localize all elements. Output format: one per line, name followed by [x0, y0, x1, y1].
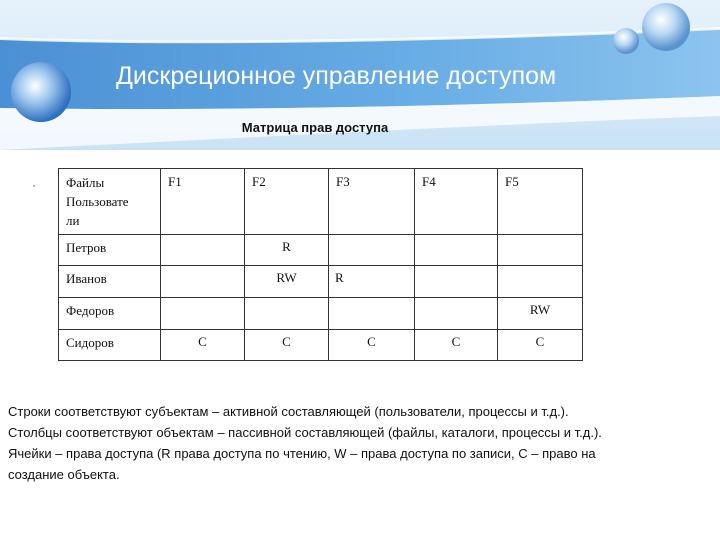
permission-value: RW: [529, 302, 551, 317]
description-line: создание объекта.: [8, 467, 120, 482]
permission-value: [161, 235, 244, 239]
permission-cell: [415, 298, 498, 330]
description-line: Строки соответствуют субъектам – активной составляющей (пользователи, процессы и т.д.).: [8, 404, 569, 419]
permission-value: [415, 298, 497, 302]
permission-cell: [161, 266, 245, 298]
sphere-large-icon: [11, 62, 71, 122]
permission-cell: [329, 298, 415, 330]
permission-value: [329, 235, 414, 239]
permission-cell: [498, 298, 583, 330]
permission-cell: [415, 235, 498, 266]
corner-label-line: ли: [66, 213, 80, 228]
permission-value: [498, 235, 582, 239]
permission-value: [415, 235, 497, 239]
column-header: F3: [329, 169, 415, 235]
matrix-subtitle: Матрица прав доступа: [241, 120, 389, 135]
table-row: [59, 298, 583, 330]
permission-cell: [245, 298, 329, 330]
description-line: Ячейки – права доступа (R права доступа по чтению, W – права доступа по записи, C – право на: [8, 446, 596, 461]
permission-cell: [329, 266, 415, 298]
permission-cell: [161, 235, 245, 266]
column-header: F4: [415, 169, 498, 235]
column-header: F2: [245, 169, 329, 235]
permission-cell: [415, 266, 498, 298]
user-cell: Иванов: [59, 266, 161, 298]
user-cell: Сидоров: [59, 330, 161, 361]
permission-value: R: [335, 270, 344, 285]
permission-value: [329, 298, 414, 302]
permission-value: [161, 266, 244, 270]
slide-title: Дискреционное управление доступом: [116, 62, 557, 90]
permission-value: RW: [276, 270, 297, 285]
user-cell: Петров: [59, 235, 161, 266]
column-header: F1: [161, 169, 245, 235]
bullet-mark: ·: [32, 178, 36, 192]
permission-value: R: [282, 239, 291, 254]
permission-cell: [329, 235, 415, 266]
table-row: [59, 266, 583, 298]
permission-cell: [498, 266, 583, 298]
permission-value: C: [198, 334, 207, 349]
table-header-row: [59, 169, 583, 235]
permission-value: C: [535, 334, 545, 349]
permission-cell: [245, 235, 329, 266]
table-row: [59, 235, 583, 266]
permission-cell: [329, 330, 415, 361]
permission-cell: [245, 266, 329, 298]
sphere-tiny-icon: [613, 28, 639, 54]
corner-label-line: Файлы: [66, 175, 105, 190]
permission-value: C: [367, 334, 376, 349]
access-matrix-table: [58, 168, 583, 361]
corner-header-cell: [59, 169, 161, 235]
description-line: Столбцы соответствуют объектам – пассивной составляющей (файлы, каталоги, процессы и т.д.).: [8, 425, 602, 440]
permission-cell: [498, 330, 583, 361]
permission-cell: [245, 330, 329, 361]
permission-value: [161, 298, 244, 302]
table-row: [59, 330, 583, 361]
permission-cell: [415, 330, 498, 361]
column-header: F5: [498, 169, 583, 235]
description-text: [8, 401, 720, 485]
permission-value: C: [282, 334, 291, 349]
corner-label-line: Пользовате: [66, 194, 129, 209]
permission-cell: [161, 298, 245, 330]
permission-value: [498, 266, 582, 270]
permission-value: C: [451, 334, 461, 349]
permission-value: [415, 266, 497, 270]
user-cell: Федоров: [59, 298, 161, 330]
sphere-small-icon: [642, 3, 690, 51]
permission-cell: [498, 235, 583, 266]
permission-cell: [161, 330, 245, 361]
permission-value: [245, 298, 328, 302]
